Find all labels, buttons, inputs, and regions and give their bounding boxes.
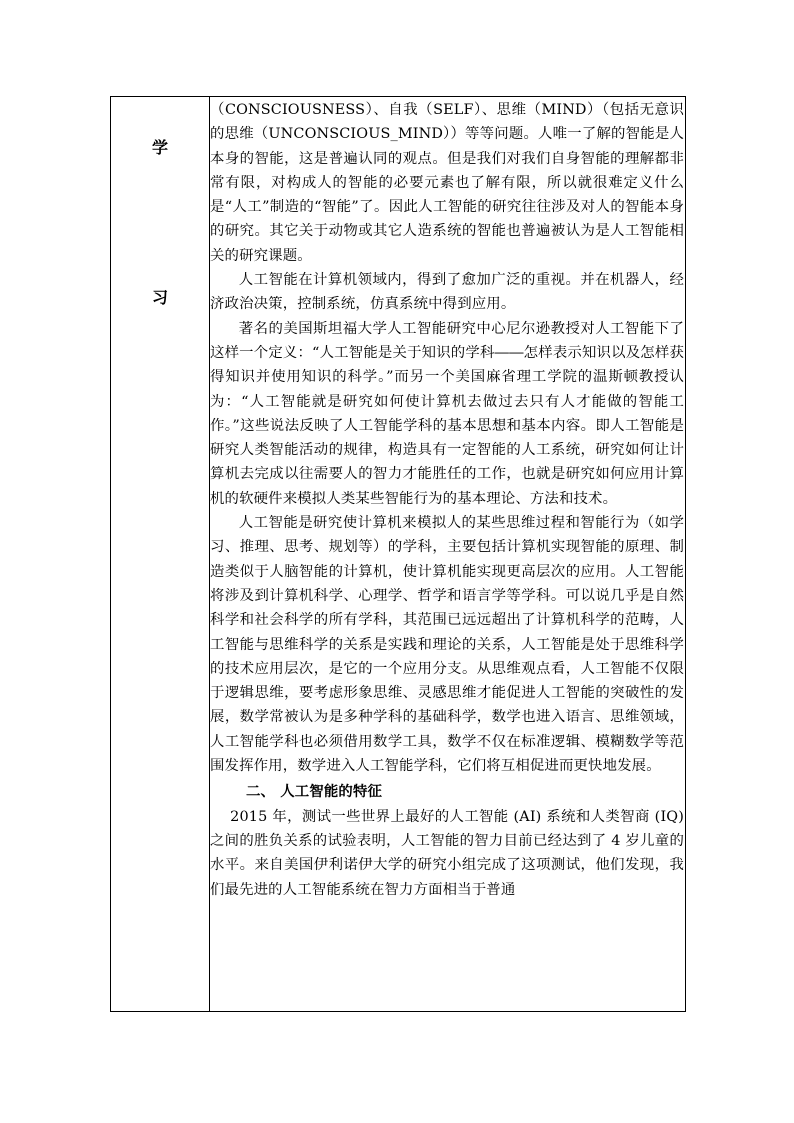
section-heading: 二、 人工智能的特征	[246, 784, 383, 801]
paragraph-application: 人工智能在计算机领域内，得到了愈加广泛的重视。并在机器人，经济政治决策，控制系统，仿真系统中得到应用。	[210, 272, 684, 313]
label-char-xi: 习	[151, 288, 168, 307]
content-table	[110, 96, 686, 1012]
label-column	[111, 97, 210, 1012]
paragraph-definition: 著名的美国斯坦福大学人工智能研究中心尼尔逊教授对人工智能下了这样一个定义：“人工智能是关于知识的学科――怎样表示知识以及怎样获得知识并使用知识的科学。”而另一个美国麻省理工学院的温斯顿教授认为：“人工智能就是研究如何使计算机去做过去只有人才能做的智能工作。”这些说法反映了人工智能学科的基本思想和基本内容。即人工智能是研究人类智能活动的规律，构造具有一定智能的人工系统，研究如何让计算机去完成以往需要人的智力才能胜任的工作，也就是研究如何应用计算机的软硬件来模拟人类某些智能行为的基本理论、方法和技术。	[210, 320, 684, 507]
label-char-xue: 学	[151, 138, 168, 157]
paragraph-consciousness: （CONSCIOUSNESS）、自我（SELF）、思维（MIND）（包括无意识的思维（UNCONSCIOUS_MIND））等等问题。人唯一了解的智能是人本身的智能，这是普遍认同的观点。但是我们对我们自身智能的理解都非常有限，对构成人的智能的必要元素也了解有限，所以就很难定义什么是“人工”制造的“智能”了。因此人工智能的研究往往涉及对人的智能本身的研究。其它关于动物或其它人造系统的智能也普遍被认为是人工智能相关的研究课题。	[210, 102, 684, 264]
body-text	[210, 97, 685, 902]
paragraph-iq-test: 2015 年，测试一些世界上最好的人工智能 (AI) 系统和人类智商 (IQ) 之间的胜负关系的试验表明，人工智能的智力目前已经达到了 4 岁儿童的水平。来自美国伊利诺伊大学的研究小组完成了这项测试，他们发现，我们最先进的人工智能系统在智力方面相当于普通	[210, 808, 684, 898]
paragraph-scope: 人工智能是研究使计算机来模拟人的某些思维过程和智能行为（如学习、推理、思考、规划等）的学科，主要包括计算机实现智能的原理、制造类似于人脑智能的计算机，使计算机能实现更高层次的应用。人工智能将涉及到计算机科学、心理学、哲学和语言学等学科。可以说几乎是自然科学和社会科学的所有学科，其范围已远远超出了计算机科学的范畴，人工智能与思维科学的关系是实践和理论的关系，人工智能是处于思维科学的技术应用层次，是它的一个应用分支。从思维观点看，人工智能不仅限于逻辑思维，要考虑形象思维、灵感思维才能促进人工智能的突破性的发展，数学常被认为是多种学科的基础科学，数学也进入语言、思维领域，人工智能学科也必须借用数学工具，数学不仅在标准逻辑、模糊数学等范围发挥作用，数学进入人工智能学科，它们将互相促进而更快地发展。	[210, 515, 684, 775]
content-column	[210, 97, 686, 1012]
